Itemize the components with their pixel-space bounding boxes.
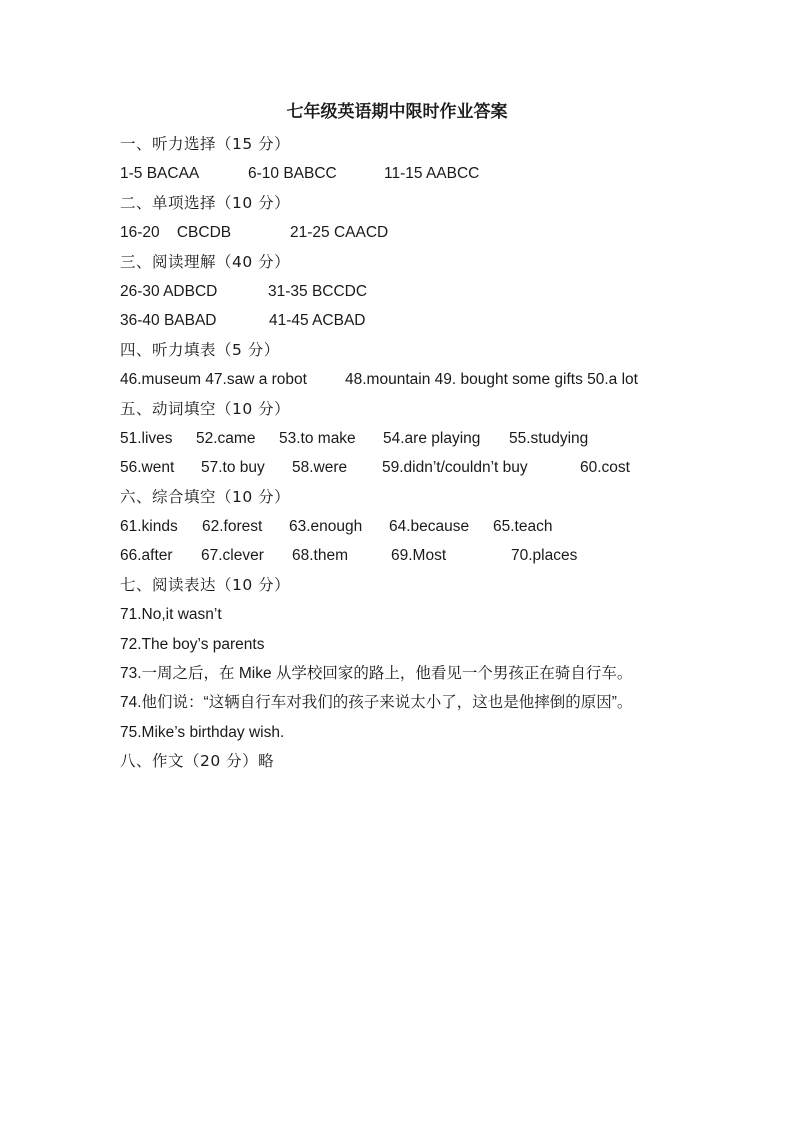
answer-row: [120, 306, 690, 335]
answer-item: 64.because: [389, 518, 470, 536]
answer-item: 56.went: [120, 459, 175, 477]
answer-item: 1-5 BACAA: [120, 165, 200, 183]
answer-row: [120, 600, 690, 629]
answer-item: 71.No,it wasn’t: [120, 606, 222, 624]
section-heading: 一、听力选择（15 分）: [120, 135, 291, 153]
answer-item: 73.一周之后，在 Mike 从学校回家的路上，他看见一个男孩正在骑自行车。: [120, 665, 633, 683]
answer-content: [120, 130, 690, 777]
section-heading: 四、听力填表（5 分）: [120, 340, 280, 359]
answer-item: 57.to buy: [201, 459, 265, 477]
answer-item: 70.places: [511, 547, 578, 565]
section-heading: 六、综合填空（10 分）: [120, 487, 291, 506]
section-heading: 三、阅读理解（40 分）: [120, 252, 291, 271]
answer-row: [120, 718, 690, 747]
answer-item: 75.Mike’s birthday wish.: [120, 723, 285, 741]
answer-row: [120, 159, 690, 188]
section-heading: 二、单项选择（10 分）: [120, 193, 291, 212]
answer-item: 51.lives: [120, 429, 173, 447]
answer-row: [120, 365, 690, 394]
answer-row: [120, 512, 690, 541]
section-heading: 七、阅读表达（10 分）: [120, 575, 291, 594]
answer-item: 61.kinds: [120, 518, 178, 536]
answer-item: 58.were: [292, 459, 348, 477]
answer-item: 66.after: [120, 547, 173, 565]
answer-item: 36-40 BABAD: [120, 312, 217, 330]
answer-item: 59.didn’t/couldn’t buy: [382, 459, 528, 477]
answer-item: 65.teach: [493, 518, 553, 536]
section-heading: 五、动词填空（10 分）: [120, 399, 291, 418]
answer-item: 16-20 CBCDB: [120, 224, 232, 242]
answer-row: [120, 630, 690, 659]
answer-item: 63.enough: [289, 518, 363, 536]
answer-item: 62.forest: [202, 518, 263, 536]
answer-item: 6-10 BABCC: [248, 165, 337, 183]
answer-row: [120, 453, 690, 482]
answer-item: 69.Most: [391, 547, 447, 565]
answer-row: [120, 659, 690, 688]
answer-item: 31-35 BCCDC: [268, 282, 368, 300]
answer-item: 26-30 ADBCD: [120, 282, 218, 300]
answer-item: 41-45 ACBAD: [269, 312, 366, 330]
page-title: 七年级英语期中限时作业答案: [286, 102, 508, 122]
answer-item: 74.他们说：“这辆自行车对我们的孩子来说太小了，这也是他摔倒的原因”。: [120, 694, 633, 712]
answer-item: 11-15 AABCC: [384, 165, 480, 183]
answer-item: 67.clever: [201, 547, 264, 565]
answer-item: 48.mountain 49. bought some gifts 50.a lot: [345, 371, 638, 389]
answer-row: [120, 218, 690, 247]
answer-item: 46.museum 47.saw a robot: [120, 371, 307, 389]
answer-item: 54.are playing: [383, 429, 481, 447]
answer-row: [120, 277, 690, 306]
answer-item: 68.them: [292, 547, 349, 565]
answer-row: [120, 688, 690, 717]
answer-item: 55.studying: [509, 429, 589, 447]
answer-item: 72.The boy’s parents: [120, 635, 265, 653]
answer-row: [120, 541, 690, 570]
answer-item: 52.came: [196, 429, 256, 447]
answer-row: [120, 424, 690, 453]
answer-item: 53.to make: [279, 429, 356, 447]
section-heading: 八、作文（20 分）略: [120, 752, 275, 771]
answer-item: 60.cost: [580, 459, 630, 477]
answer-item: 21-25 CAACD: [290, 224, 389, 242]
